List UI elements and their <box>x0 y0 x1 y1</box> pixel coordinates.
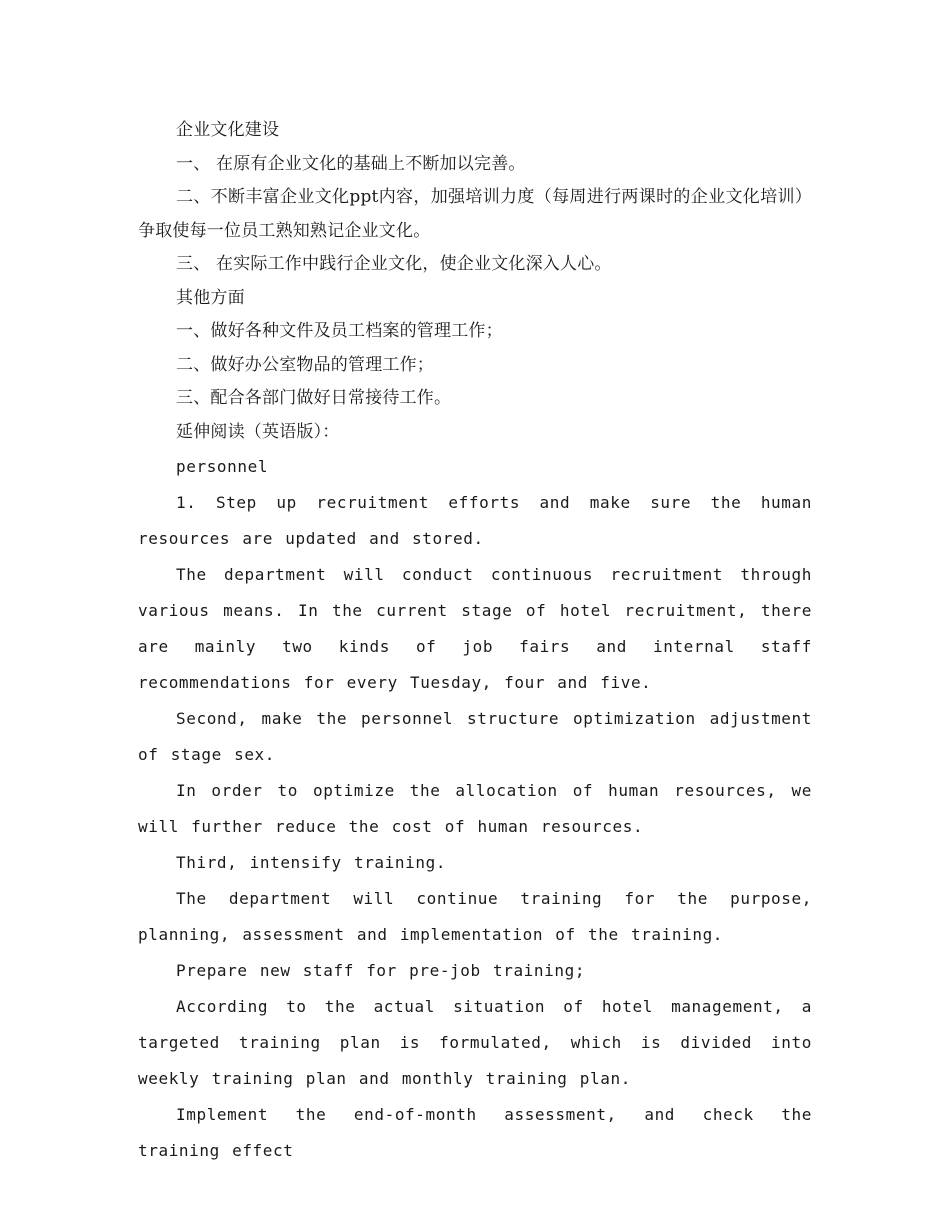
section-heading-personnel: personnel <box>176 457 269 476</box>
paragraph: 三、 在实际工作中践行企业文化，使企业文化深入人心。 <box>176 254 612 274</box>
paragraph: 三、配合各部门做好日常接待工作。 <box>176 388 452 408</box>
section-heading-corporate-culture: 企业文化建设 <box>176 120 280 140</box>
paragraph: 1. Step up recruitment efforts and make sure the human resources are updated and stored. <box>138 493 812 548</box>
section-heading-extended-reading: 延伸阅读（英语版）： <box>176 421 340 442</box>
paragraph: The department will continue training for the purpose, planning, assessment and implementation of the training. <box>138 889 812 944</box>
paragraph: 一、做好各种文件及员工档案的管理工作； <box>176 321 503 341</box>
paragraph: In order to optimize the allocation of human resources, we will further reduce the cost of human resources. <box>138 781 812 836</box>
paragraph: Second, make the personnel structure optimization adjustment of stage sex. <box>138 709 812 764</box>
paragraph: 一、 在原有企业文化的基础上不断加以完善。 <box>176 153 526 174</box>
document-body <box>138 114 812 1169</box>
paragraph: The department will conduct continuous recruitment through various means. In the current stage of hotel recruitment, there are mainly two kinds of job fairs and internal staff recommendations for every Tuesday, four and five. <box>138 565 812 692</box>
section-heading-other-aspects: 其他方面 <box>176 287 245 308</box>
paragraph: 二、不断丰富企业文化ppt内容，加强培训力度（每周进行两课时的企业文化培训）争取使每一位员工熟知熟记企业文化。 <box>138 187 812 241</box>
paragraph: Third, intensify training. <box>176 853 447 872</box>
paragraph: 二、做好办公室物品的管理工作； <box>176 354 434 375</box>
paragraph: Implement the end-of-month assessment, and check the training effect <box>138 1105 812 1160</box>
paragraph: Prepare new staff for pre-job training; <box>176 961 586 980</box>
paragraph: According to the actual situation of hotel management, a targeted training plan is formulated, which is divided into weekly training plan and monthly training plan. <box>138 997 812 1088</box>
